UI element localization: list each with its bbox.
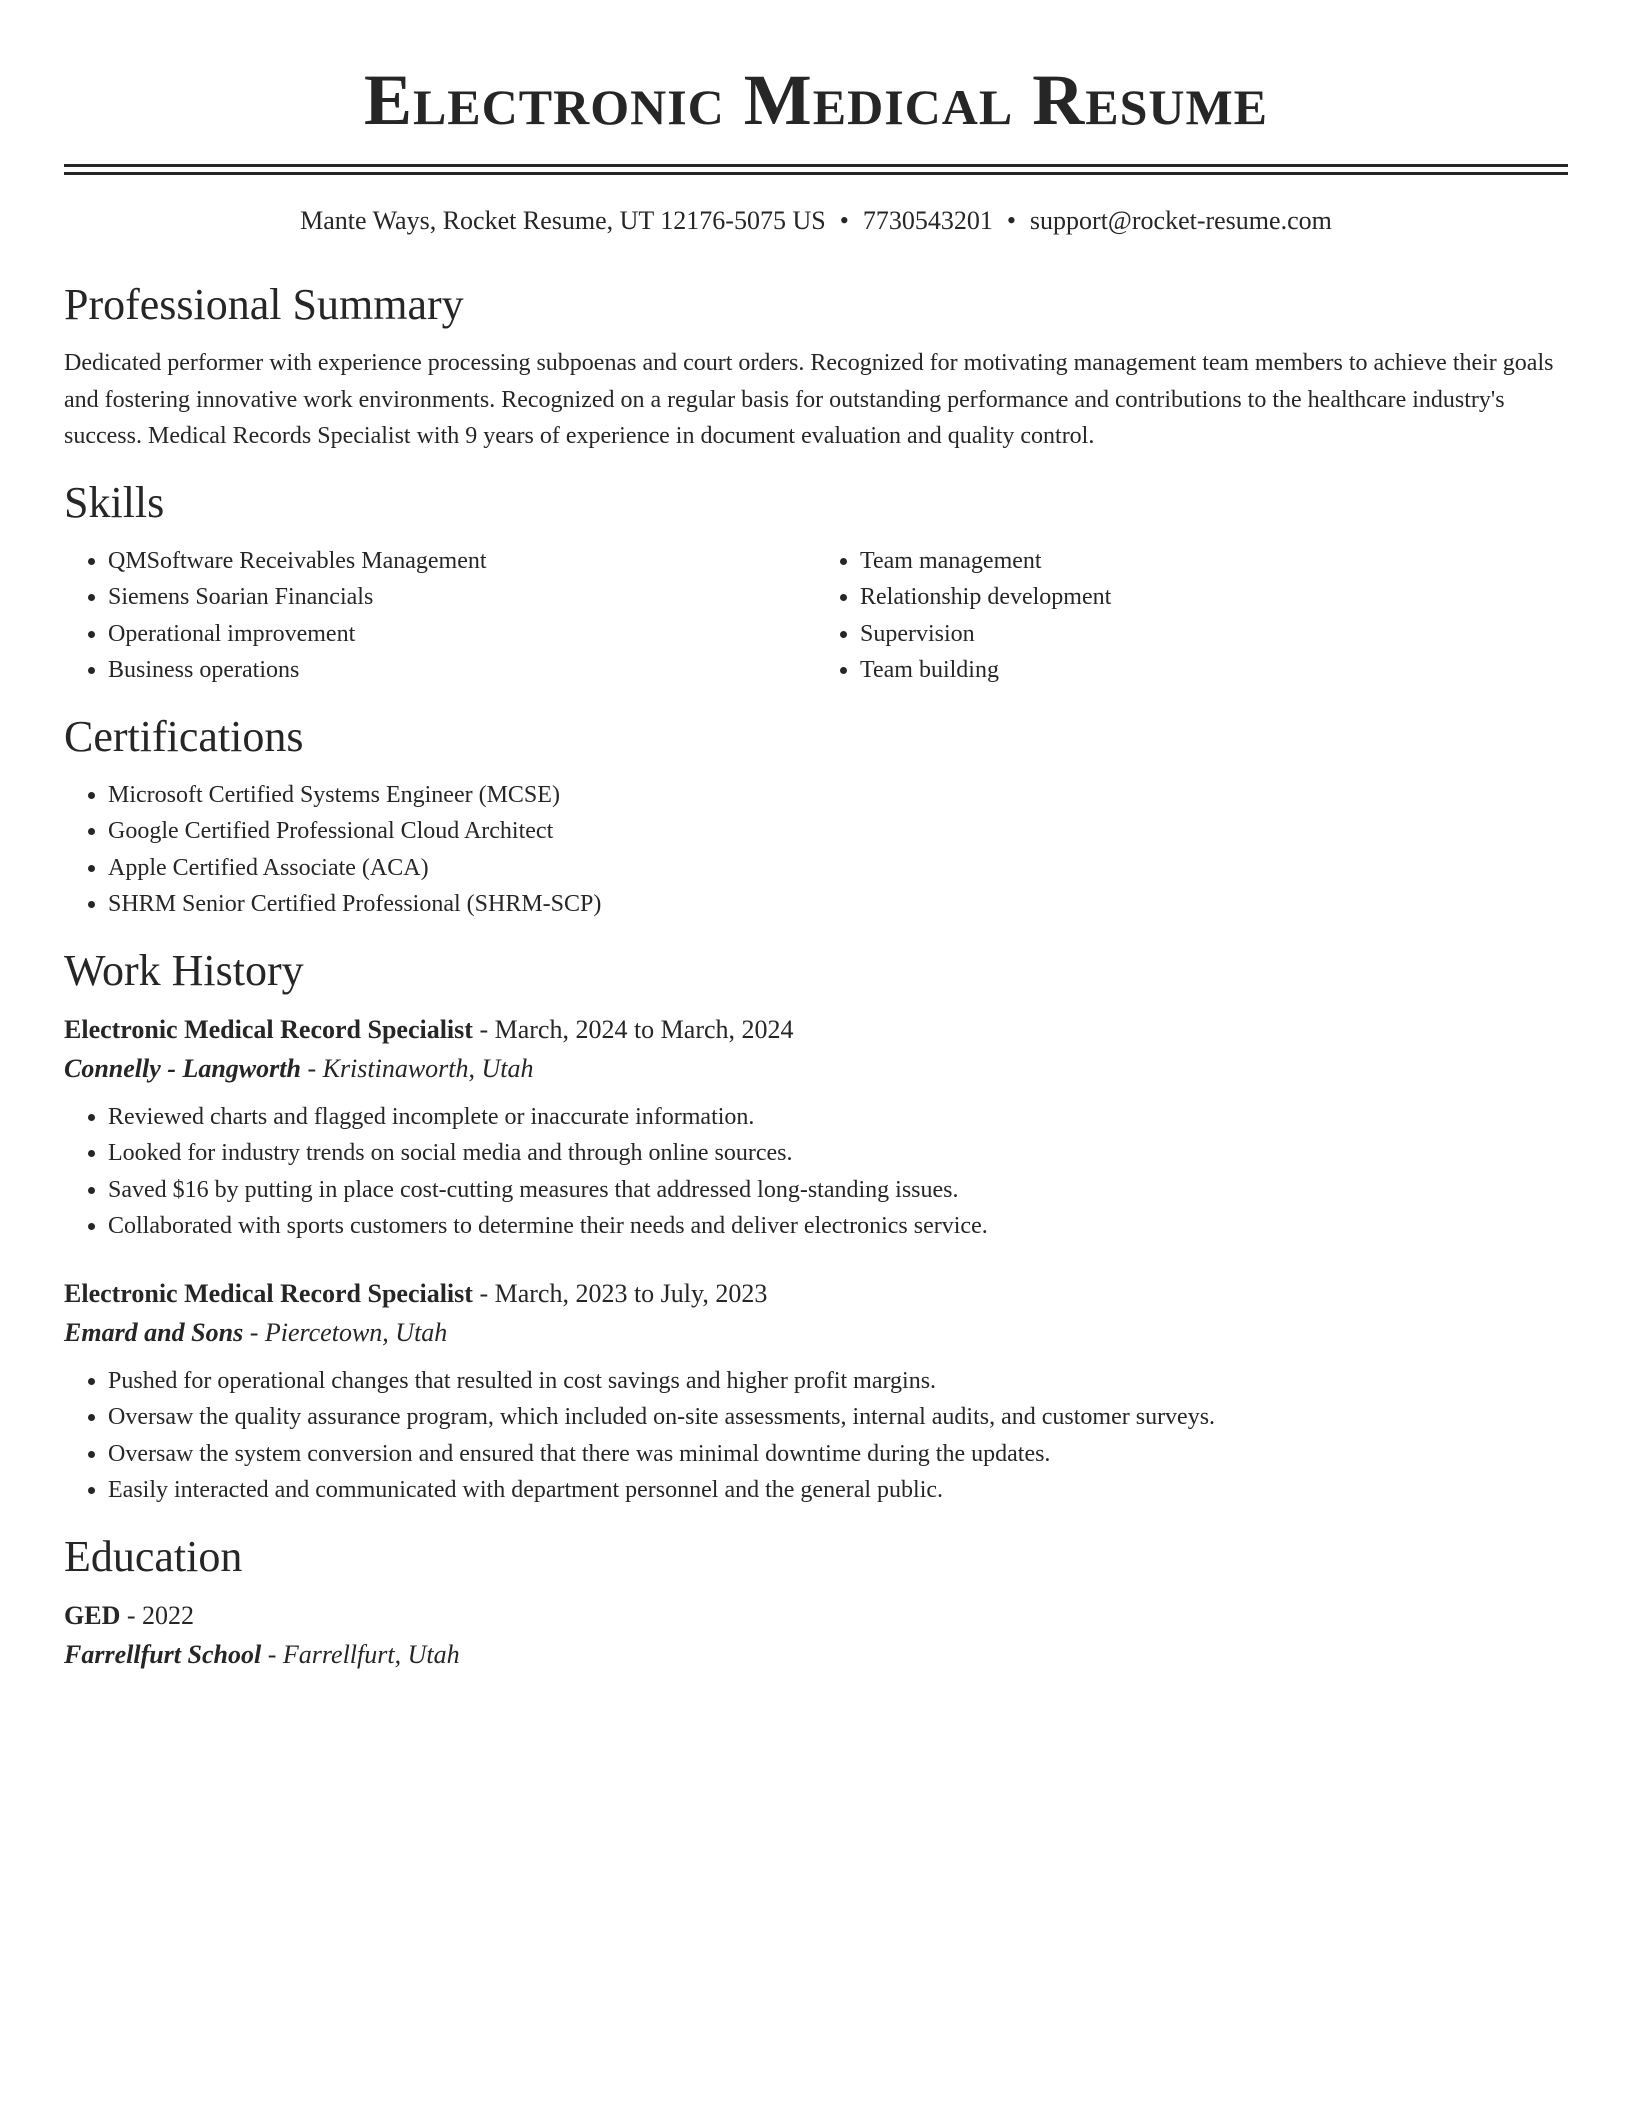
certifications-list [64, 777, 1568, 923]
job-company-line [64, 1049, 1568, 1089]
job-company: Connelly - Langworth [64, 1053, 301, 1083]
skill-item: • QMSoftware Receivables Management [108, 543, 816, 580]
education-school-line [64, 1635, 1568, 1675]
certification-item: • SHRM Senior Certified Professional (SHRM-SCP) [108, 886, 1568, 923]
contact-phone: 7730543201 [862, 206, 993, 235]
job-dates: - March, 2024 to March, 2024 [472, 1014, 794, 1044]
job-location: - Kristinaworth, Utah [300, 1053, 534, 1083]
job-title: Electronic Medical Record Specialist [64, 1278, 473, 1308]
job-entry [64, 1275, 1568, 1509]
skill-item: • Business operations [108, 652, 816, 689]
education-location: - Farrellfurt, Utah [261, 1639, 460, 1669]
job-location: - Piercetown, Utah [243, 1317, 448, 1347]
skill-item: • Supervision [860, 616, 1568, 653]
job-bullet: • Easily interacted and communicated with department personnel and the general public. [108, 1472, 1568, 1509]
skill-item: • Operational improvement [108, 616, 816, 653]
certification-item: • Microsoft Certified Systems Engineer (MCSE) [108, 777, 1568, 814]
education-degree: GED [64, 1600, 121, 1630]
job-entry [64, 1011, 1568, 1245]
job-dates: - March, 2023 to July, 2023 [472, 1278, 768, 1308]
job-bullet: • Saved $16 by putting in place cost-cutting measures that addressed long-standing issues. [108, 1172, 1568, 1209]
job-title-line [64, 1275, 1568, 1313]
education-degree-line [64, 1597, 1568, 1635]
resume-title: Electronic Medical Resume [363, 60, 1269, 140]
summary-text: Dedicated performer with experience processing subpoenas and court orders. Recognized for motivating management team members to achieve their goals and fostering innovative work environments. Recognized on a regular basis for outstanding performance and contributions to the healthcare industry's success. Medical Records Specialist with 9 years of experience in document evaluation and quality control. [64, 350, 1554, 449]
contact-separator: • [1006, 206, 1016, 235]
job-bullets [64, 1363, 1568, 1509]
certification-item: • Google Certified Professional Cloud Architect [108, 813, 1568, 850]
skill-item: • Team building [860, 652, 1568, 689]
skill-item: • Relationship development [860, 579, 1568, 616]
skills-list-left [64, 543, 816, 689]
skill-item: • Siemens Soarian Financials [108, 579, 816, 616]
job-title: Electronic Medical Record Specialist [64, 1014, 473, 1044]
job-bullet: • Oversaw the quality assurance program, which included on-site assessments, internal audits, and customer surveys. [108, 1399, 1568, 1436]
certification-item: • Apple Certified Associate (ACA) [108, 850, 1568, 887]
job-company-line [64, 1313, 1568, 1353]
contact-address: Mante Ways, Rocket Resume, UT 12176-5075 US [300, 206, 826, 235]
skill-item: • Team management [860, 543, 1568, 580]
title-double-rule [64, 164, 1568, 175]
job-bullet: • Collaborated with sports customers to determine their needs and deliver electronics service. [108, 1208, 1568, 1245]
job-bullets [64, 1099, 1568, 1245]
contact-email: support@rocket-resume.com [1029, 206, 1332, 235]
skills-columns [64, 543, 1568, 689]
section-heading-education: Education [64, 1531, 243, 1581]
section-heading-summary: Professional Summary [64, 280, 464, 329]
contact-separator: • [839, 206, 849, 235]
education-school: Farrellfurt School [64, 1639, 262, 1669]
job-bullet: • Looked for industry trends on social media and through online sources. [108, 1135, 1568, 1172]
education-year: - 2022 [120, 1600, 195, 1630]
section-heading-skills: Skills [64, 477, 165, 527]
job-title-line [64, 1011, 1568, 1049]
job-company: Emard and Sons [64, 1317, 244, 1347]
job-bullet: • Oversaw the system conversion and ensured that there was minimal downtime during the updates. [108, 1436, 1568, 1473]
contact-line [64, 205, 1568, 237]
section-heading-work-history: Work History [64, 945, 304, 995]
job-bullet: • Pushed for operational changes that resulted in cost savings and higher profit margins. [108, 1363, 1568, 1400]
job-bullet: • Reviewed charts and flagged incomplete or inaccurate information. [108, 1099, 1568, 1136]
section-heading-certifications: Certifications [64, 711, 304, 761]
skills-list-right [816, 543, 1568, 689]
